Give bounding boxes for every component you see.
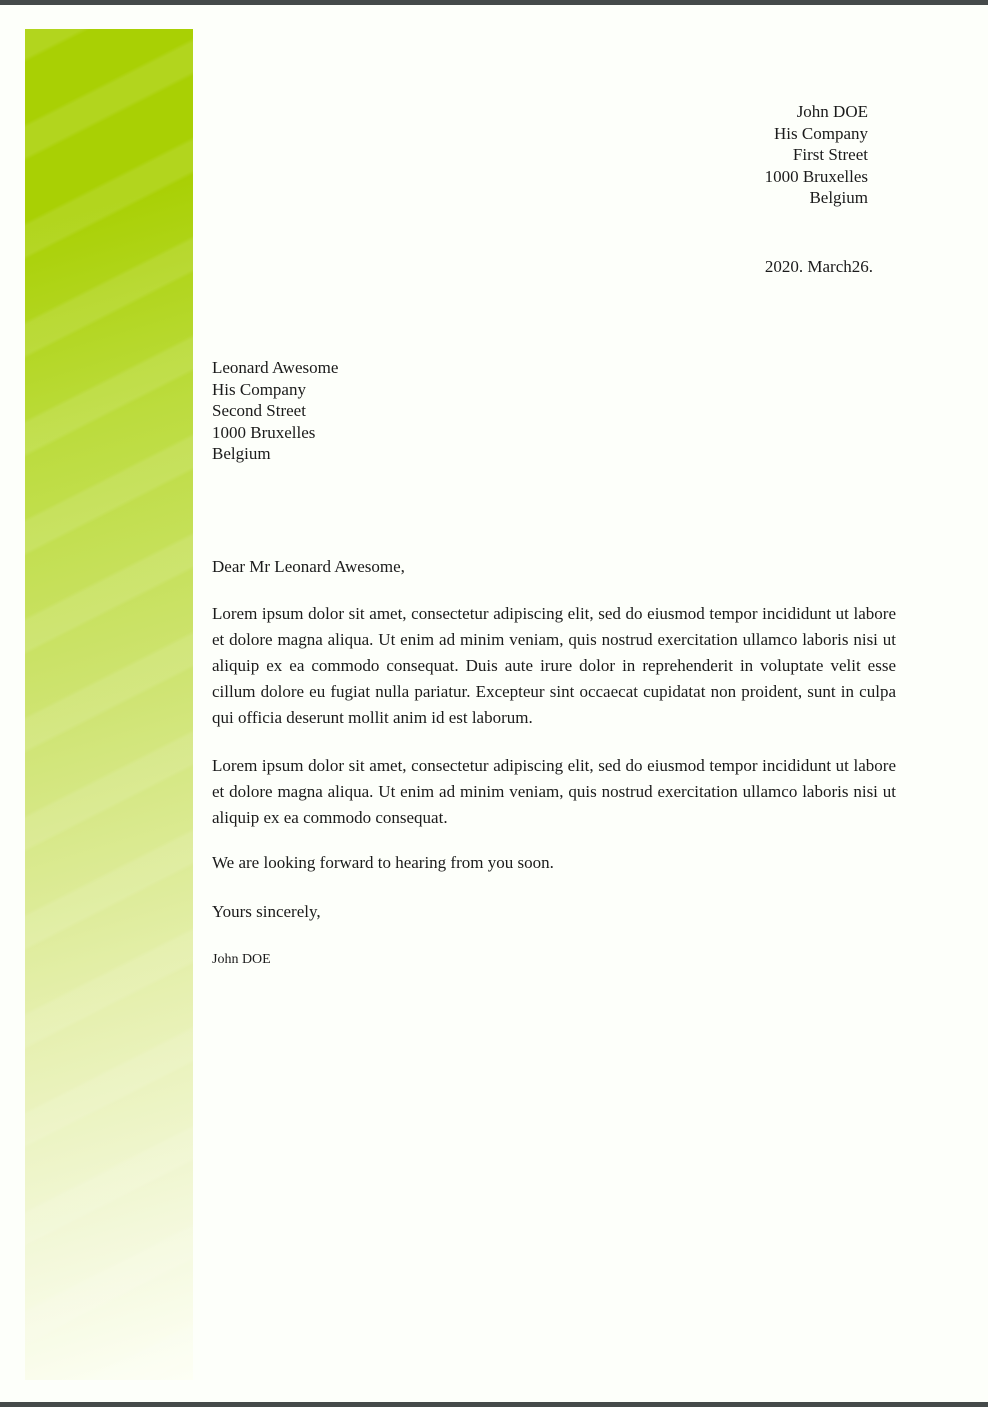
recipient-street: Second Street bbox=[212, 401, 306, 421]
salutation: Dear Mr Leonard Awesome, bbox=[212, 557, 405, 576]
sender-address bbox=[765, 101, 868, 209]
window-bottom-border bbox=[0, 1402, 988, 1407]
sender-street: First Street bbox=[792, 145, 868, 165]
recipient-country: Belgium bbox=[212, 444, 271, 464]
sender-company: His Company bbox=[774, 123, 868, 143]
body-paragraph: We are looking forward to hearing from you soon. bbox=[212, 853, 554, 872]
sender-country: Belgium bbox=[809, 188, 868, 208]
recipient-company: His Company bbox=[212, 379, 306, 399]
recipient-name: Leonard Awesome bbox=[212, 358, 339, 377]
closing-phrase: Yours sincerely, bbox=[212, 902, 321, 921]
body-paragraph: Lorem ipsum dolor sit amet, consectetur adipiscing elit, sed do eiusmod tempor incididunt ut labore et dolore magna aliqua. Ut enim ad minim veniam, quis nostrud exercitation ullamco laboris nisi ut aliquip ex ea commodo consequat. Duis aute irure dolor in reprehenderit in voluptate velit esse cillum dolore eu fugiat nulla pariatur. Excepteur sint occaecat cupidatat non proident, sunt in culpa qui officia deserunt mollit anim id est laborum. bbox=[212, 604, 896, 727]
sender-name: John DOE bbox=[796, 102, 868, 121]
decorative-gradient-sidebar bbox=[25, 29, 193, 1380]
recipient-address bbox=[212, 357, 338, 465]
letter-date: 2020. March26. bbox=[764, 257, 873, 276]
sender-city: 1000 Bruxelles bbox=[764, 166, 868, 186]
body-paragraph: Lorem ipsum dolor sit amet, consectetur adipiscing elit, sed do eiusmod tempor incididunt ut labore et dolore magna aliqua. Ut enim ad minim veniam, quis nostrud exercitation ullamco laboris nisi ut aliquip ex ea commodo consequat. bbox=[212, 756, 896, 827]
recipient-city: 1000 Bruxelles bbox=[212, 422, 316, 442]
signature-name: John DOE bbox=[212, 952, 271, 967]
window-top-border bbox=[0, 0, 988, 5]
